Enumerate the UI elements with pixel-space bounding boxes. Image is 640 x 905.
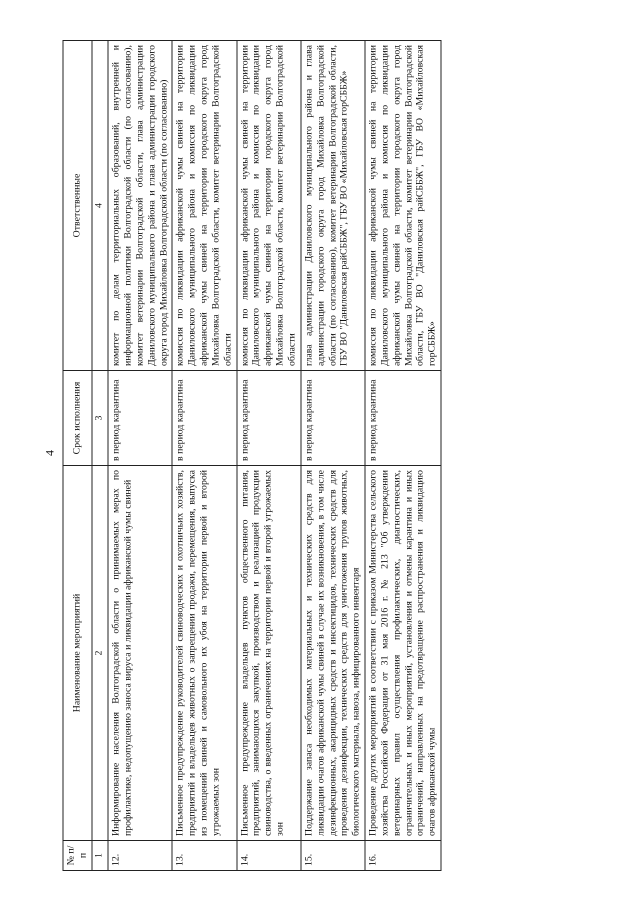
activity-cell: Поддержание запаса необходимых материальных и технических средств для ликвидации очагов африканской чумы свиней в случае их возникновения, в том числе дезинфекционных, акарицидных средств и инсектицидов, технических средств для проведения дезинфекции, технических средств для уничтожения трупов животных, биологического материала, навоза, инфицированного инвентаря [301, 465, 365, 840]
table-row [237, 40, 301, 870]
table-row [108, 40, 172, 870]
column-number: 3 [92, 370, 108, 465]
responsible-cell: комиссия по ликвидации африканской чумы свиней на территории Даниловского муниципального района и комиссия по ликвидации африканской чумы свиней на территории городского округа город Михайловка Волгоградской области, комитет ветеринарии Волгоградской области [172, 40, 236, 370]
column-number: 2 [92, 465, 108, 840]
header-term: Срок исполнения [63, 370, 92, 465]
row-number: 13. [172, 840, 236, 870]
measures-table [63, 40, 442, 871]
responsible-cell: комиссия по ликвидации африканской чумы свиней на территории Даниловского муниципального района и комиссия по ликвидации африканской чумы свиней на территории городского округа город Михайловка Волгоградской области, комитет ветеринарии Волгоградской области, ГБУ ВО "Даниловская райСББЖ", ГБУ ВО «Михайловская горСББЖ» [365, 40, 441, 370]
activity-cell: Проведение других мероприятий в соответствии с приказом Министерства сельского хозяйства Российской Федерации от 31 мая 2016 г. № 213 "Об утверждении ветеринарных правил осуществления профилактических, диагностических, ограничительных и иных мероприятий, установления и отмены карантина и иных ограничений, направленных на предотвращение распространения и ликвидацию очагов африканской чумы [365, 465, 441, 840]
row-number: 14. [237, 840, 301, 870]
column-number-row [92, 40, 108, 870]
term-cell: в период карантина [172, 370, 236, 465]
activity-cell: Письменное предупреждение руководителей свиноводческих и охотничьих хозяйств, предприятий и владельцев животных о запрещении продажи, перемещения, выпуска из помещений свиней и самовольного их убоя на территории первой и второй угрожаемых зон [172, 465, 236, 840]
header-row [63, 40, 92, 870]
table-row [172, 40, 236, 870]
table-row [365, 40, 441, 870]
header-responsible: Ответственные [63, 40, 92, 370]
term-cell: в период карантина [108, 370, 172, 465]
row-number: 16. [365, 840, 441, 870]
responsible-cell: глава администрации Даниловского муниципального района и глава администрации городского округа город Михайловка Волгоградской области (по согласованию), комитет ветеринарии Волгоградской области, ГБУ ВО "Даниловская райСББЖ", ГБУ ВО «Михайловская горСББЖ» [301, 40, 365, 370]
column-number: 1 [92, 840, 108, 870]
page-number: 4 [42, 449, 57, 456]
term-cell: в период карантина [237, 370, 301, 465]
header-num: № п/п [63, 840, 92, 870]
column-number: 4 [92, 40, 108, 370]
term-cell: в период карантина [301, 370, 365, 465]
responsible-cell: комиссия по ликвидации африканской чумы свиней на территории Даниловского муниципального района и комиссия по ликвидации африканской чумы свиней на территории городского округа город Михайловка Волгоградской области, комитет ветеринарии Волгоградской области [237, 40, 301, 370]
document-page [23, 13, 618, 893]
activity-cell: Письменное предупреждение владельцев пунктов общественного питания, предприятий, занимающихся закупкой, производством и реализацией продукции свиноводства, о введенных ограничениях на территории первой и второй угрожаемых зон [237, 465, 301, 840]
header-activity: Наименование мероприятий [63, 465, 92, 840]
table-row [301, 40, 365, 870]
responsible-cell: комитет по делам территориальных образований, внутренней и информационной политики Волгоградской области (по согласованию), комитет ветеринарии Волгоградской области, глава администрации Даниловского муниципального района и глава администрации городского округа город Михайловка Волгоградской области (по согласованию) [108, 40, 172, 370]
term-cell: в период карантина [365, 370, 441, 465]
activity-cell: Информирование населения Волгоградской области о принимаемых мерах по профилактике, недопущению заноса вируса и ликвидации африканской чумы свиней [108, 465, 172, 840]
row-number: 12. [108, 840, 172, 870]
row-number: 15. [301, 840, 365, 870]
